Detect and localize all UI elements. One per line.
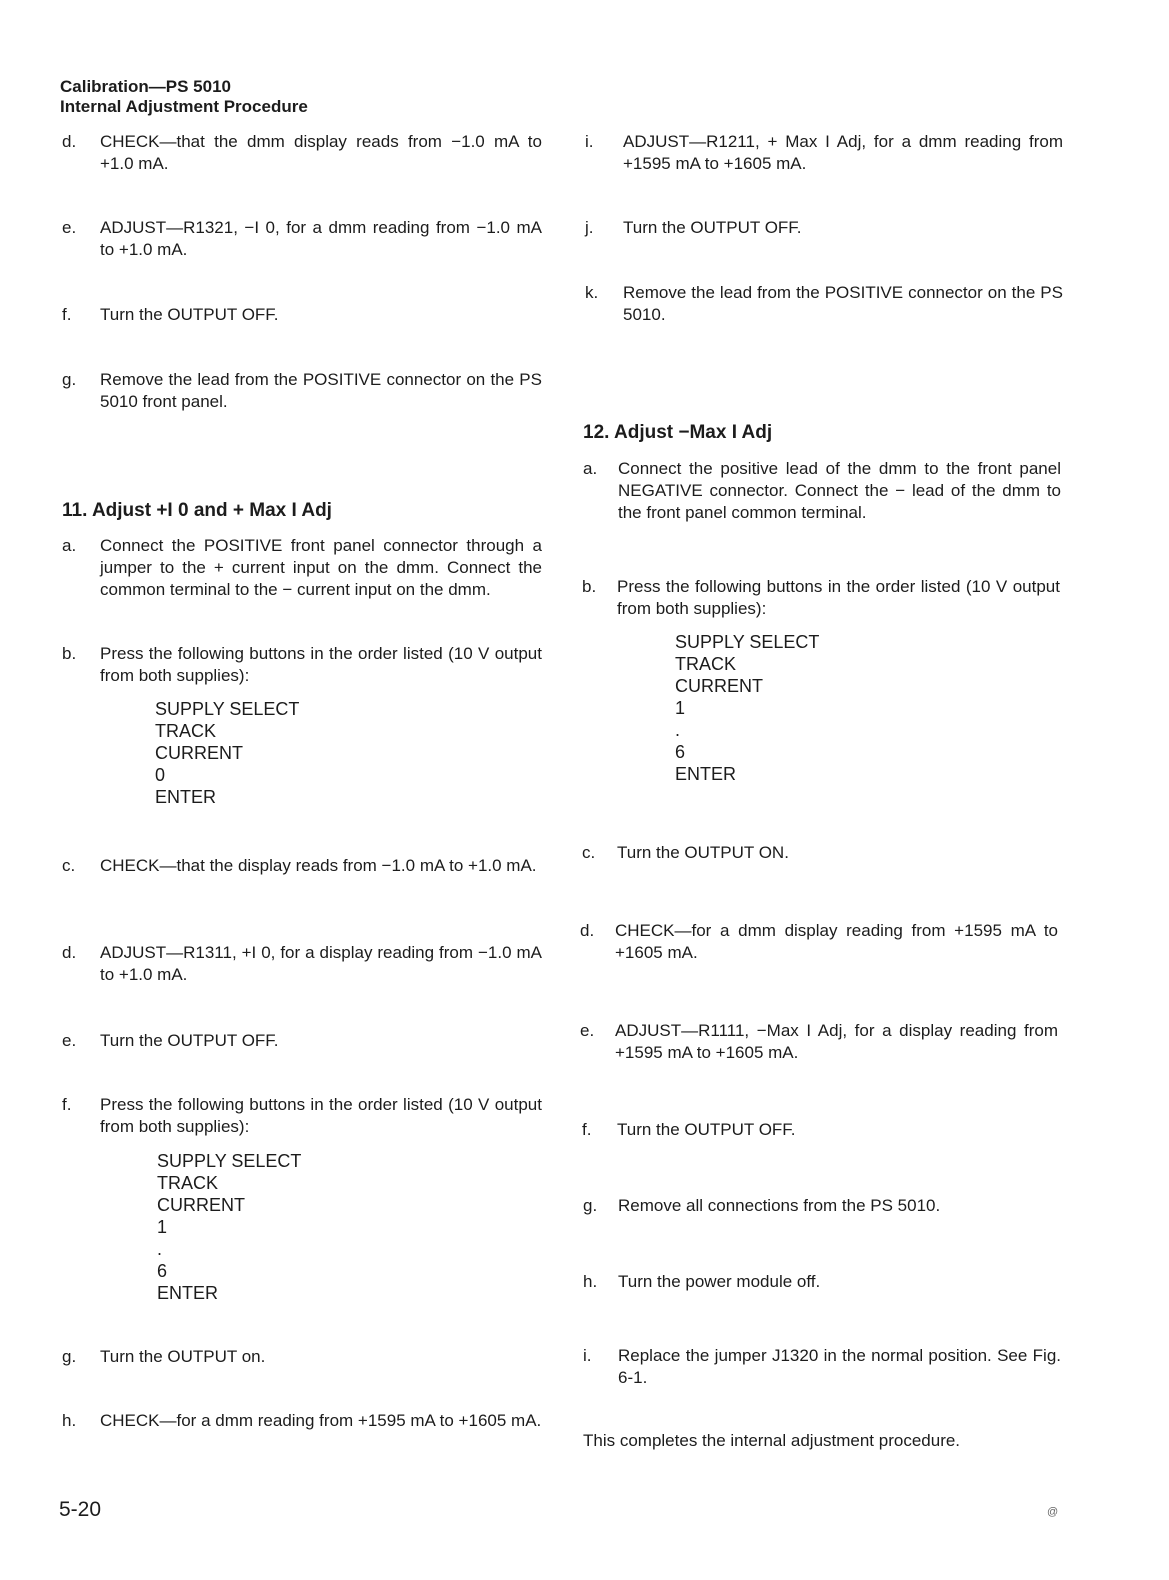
button-key: CURRENT — [157, 1195, 245, 1215]
step-text: Connect the positive lead of the dmm to the front panel NEGATIVE connector. Connect the − lead of the dmm to the front panel common terminal. — [618, 459, 1061, 522]
step-text: Turn the OUTPUT OFF. — [100, 1031, 279, 1050]
step-text: CHECK—that the dmm display reads from −1.0 mA to +1.0 mA. — [100, 132, 542, 173]
step-text: CHECK—that the display reads from −1.0 mA to +1.0 mA. — [100, 856, 537, 875]
step-text: ADJUST—R1321, −I 0, for a dmm reading from −1.0 mA to +1.0 mA. — [100, 218, 542, 259]
step-label: c. — [582, 843, 596, 862]
section-11-title: 11. Adjust +I 0 and + Max I Adj — [62, 500, 332, 521]
button-key: 1 — [675, 698, 686, 718]
button-key: CURRENT — [155, 743, 243, 763]
step-text: ADJUST—R1111, −Max I Adj, for a display reading from +1595 mA to +1605 mA. — [615, 1021, 1058, 1062]
step-label: d. — [62, 132, 77, 151]
step-12-g — [583, 1195, 1061, 1217]
button-key: 0 — [155, 765, 166, 785]
step-left-f — [62, 304, 542, 326]
step-text: Turn the OUTPUT OFF. — [100, 305, 279, 324]
step-label: h. — [583, 1272, 598, 1291]
step-11-e — [62, 1030, 542, 1052]
step-text: Remove all connections from the PS 5010. — [618, 1196, 941, 1215]
step-text: Replace the jumper J1320 in the normal position. See Fig. 6-1. — [618, 1346, 1061, 1387]
step-text: Connect the POSITIVE front panel connector through a jumper to the + current input on the dmm. Connect the common terminal to the − current input on the dmm. — [100, 536, 542, 599]
button-key: TRACK — [157, 1173, 219, 1193]
step-text: Turn the OUTPUT ON. — [617, 843, 789, 862]
button-key: TRACK — [675, 654, 737, 674]
step-text: Remove the lead from the POSITIVE connector on the PS 5010. — [623, 283, 1063, 324]
step-right-j — [585, 217, 1063, 239]
step-11-b — [62, 643, 542, 687]
step-12-c — [582, 842, 1060, 864]
step-12-h — [583, 1271, 1061, 1293]
step-text: Press the following buttons in the order listed (10 V output from both supplies): — [100, 644, 542, 685]
step-label: h. — [62, 1411, 77, 1430]
step-11-g — [62, 1346, 542, 1368]
step-label: f. — [62, 305, 72, 324]
step-11-f — [62, 1094, 542, 1138]
step-text: ADJUST—R1211, + Max I Adj, for a dmm reading from +1595 mA to +1605 mA. — [623, 132, 1063, 173]
step-text: CHECK—for a dmm display reading from +1595 mA to +1605 mA. — [615, 921, 1058, 962]
header-line-1: Calibration—PS 5010 — [60, 77, 232, 96]
step-label: g. — [62, 1347, 77, 1366]
step-label: j. — [585, 218, 594, 237]
step-text: Turn the OUTPUT OFF. — [617, 1120, 796, 1139]
step-label: c. — [62, 856, 76, 875]
step-left-e — [62, 217, 542, 261]
button-key: CURRENT — [675, 676, 763, 696]
section-12-title: 12. Adjust −Max I Adj — [583, 422, 773, 443]
button-sequence-11b — [155, 698, 299, 808]
step-text: Turn the power module off. — [618, 1272, 821, 1291]
step-label: i. — [585, 132, 594, 151]
button-key: 6 — [157, 1261, 168, 1281]
button-key: TRACK — [155, 721, 217, 741]
step-text: Press the following buttons in the order listed (10 V output from both supplies): — [100, 1095, 542, 1136]
step-label: a. — [62, 536, 77, 555]
step-text: ADJUST—R1311, +I 0, for a display reading from −1.0 mA to +1.0 mA. — [100, 943, 542, 984]
step-text: CHECK—for a dmm reading from +1595 mA to +1605 mA. — [100, 1411, 542, 1430]
step-label: f. — [582, 1120, 592, 1139]
button-key: . — [157, 1239, 163, 1259]
step-label: i. — [583, 1346, 592, 1365]
step-label: b. — [62, 644, 77, 663]
button-key: . — [675, 720, 681, 740]
step-11-d — [62, 942, 542, 986]
step-left-g — [62, 369, 542, 413]
step-text: Turn the OUTPUT on. — [100, 1347, 266, 1366]
step-label: e. — [62, 1031, 77, 1050]
step-label: b. — [582, 577, 597, 596]
step-12-d — [580, 920, 1058, 964]
step-12-b — [582, 576, 1060, 620]
page-number: 5-20 — [59, 1498, 102, 1521]
step-text: Remove the lead from the POSITIVE connector on the PS 5010 front panel. — [100, 370, 542, 411]
step-left-d — [62, 131, 542, 175]
step-right-i — [585, 131, 1063, 175]
button-key: 6 — [675, 742, 686, 762]
step-right-k — [585, 282, 1063, 326]
step-text: Press the following buttons in the order listed (10 V output from both supplies): — [617, 577, 1060, 618]
button-key: ENTER — [155, 787, 217, 807]
step-label: k. — [585, 283, 599, 302]
step-label: g. — [62, 370, 77, 389]
step-text: Turn the OUTPUT OFF. — [623, 218, 802, 237]
closing-statement: This completes the internal adjustment procedure. — [583, 1431, 961, 1450]
step-12-e — [580, 1020, 1058, 1064]
button-key: SUPPLY SELECT — [675, 632, 820, 652]
step-label: e. — [62, 218, 77, 237]
header-line-2: Internal Adjustment Procedure — [60, 97, 308, 116]
running-header — [60, 77, 308, 117]
step-label: d. — [62, 943, 77, 962]
step-11-c — [62, 855, 542, 877]
button-key: SUPPLY SELECT — [157, 1151, 302, 1171]
step-12-a — [583, 458, 1061, 524]
step-label: g. — [583, 1196, 598, 1215]
button-sequence-12b — [675, 631, 819, 785]
button-key: ENTER — [157, 1283, 219, 1303]
step-11-h — [62, 1410, 542, 1432]
step-label: e. — [580, 1021, 595, 1040]
button-key: SUPPLY SELECT — [155, 699, 300, 719]
button-sequence-11f — [157, 1150, 301, 1304]
step-12-f — [582, 1119, 1060, 1141]
button-key: 1 — [157, 1217, 168, 1237]
step-label: a. — [583, 459, 598, 478]
publisher-mark: @ — [1047, 1506, 1059, 1518]
step-12-i — [583, 1345, 1061, 1389]
step-label: d. — [580, 921, 595, 940]
button-key: ENTER — [675, 764, 737, 784]
step-11-a — [62, 535, 542, 601]
step-label: f. — [62, 1095, 72, 1114]
